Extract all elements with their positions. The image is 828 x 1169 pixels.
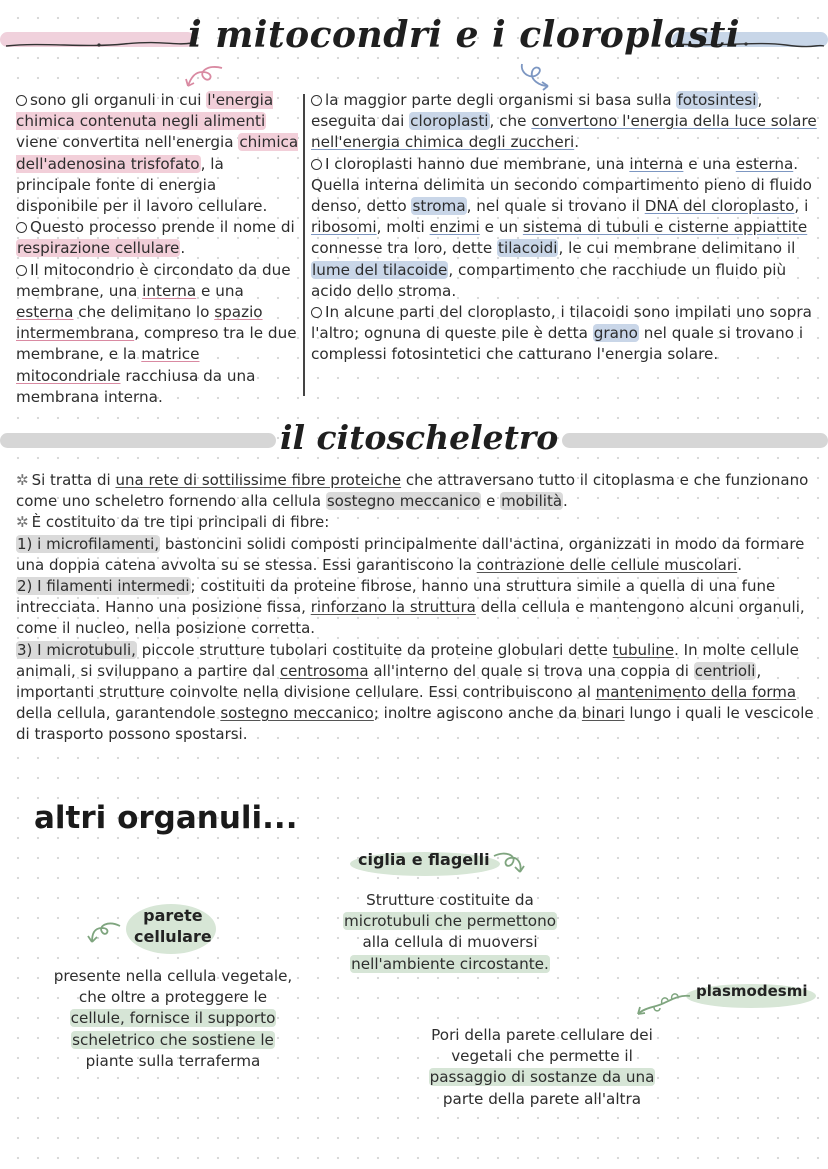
blue-curl-arrow-icon <box>518 62 552 90</box>
green-curl-arrow-icon <box>88 920 122 946</box>
cyto-title: il citoscheletro <box>280 418 559 457</box>
circle-bullet-icon <box>311 95 322 106</box>
others-title: altri organuli... <box>34 800 298 836</box>
circle-bullet-icon <box>16 222 27 233</box>
green-curl-arrow-icon <box>492 850 528 876</box>
ciglia-label: ciglia e flagelli <box>358 850 490 869</box>
mito-paragraph-3: Il mitocondrio è circondato da due membrane, una interna e una esterna che delimitano lo spazio intermembrana, compreso tra le due membrane, e la matrice mitocondriale racchiusa da una membrana interna. <box>16 260 297 406</box>
page-title: i mitocondri e i cloroplasti <box>188 14 741 56</box>
cyto-fiber-3: 3) I microtubuli, piccole strutture tubolari costituite da proteine globulari dette tubuline. In molte cellule animali, si sviluppano a partire dal centrosoma all'interno del quale si trova una coppia di centrioli, importanti strutture coinvolte nella divisione cellulare. Essi contribuiscono al mantenimento della forma della cellula, garantendole sostegno meccanico; inoltre agiscono anche da binari lungo i quali le vescicole di trasporto possono spostarsi. <box>16 640 814 744</box>
cytoskeleton-text <box>16 470 816 746</box>
cyto-intro: ✲ Si tratta di una rete di sottilissime fibre proteiche che attraversano tutto il citoplasma e che funzionano come uno scheletro fornendo alla cellula sostegno meccanico e mobilità. <box>16 471 809 511</box>
cyto-types: ✲ È costituito da tre tipi principali di fibre: <box>16 513 330 532</box>
ciglia-text: Strutture costituite da microtubuli che permettono alla cellula di muoversi nell'ambiente circostante. <box>343 891 557 973</box>
mitochondria-column <box>16 90 300 408</box>
pink-curl-arrow-icon <box>186 64 226 90</box>
gear-icon: ✲ <box>16 513 29 532</box>
ciglia-line-4: nell'ambiente circostante. <box>351 954 549 973</box>
column-divider <box>303 94 305 396</box>
parete-label: parete cellulare <box>134 906 212 946</box>
plasmodesmi-label: plasmodesmi <box>696 982 808 1000</box>
circle-bullet-icon <box>16 95 27 106</box>
cyto-gray-band-left <box>0 433 276 448</box>
green-vine-arrow-icon <box>636 992 692 1020</box>
cyto-fiber-1: 1) i microfilamenti, bastoncini solidi composti principalmente dall'actina, organizzati in modo da formare una doppia catena avvolta su se stessa. Essi garantiscono la contrazione delle cellule muscolari. <box>16 534 805 574</box>
mito-paragraph-2: Questo processo prende il nome di respirazione cellulare. <box>17 218 295 258</box>
plasmodesmi-text: Pori della parete cellulare dei vegetali che permette il passaggio di sostanze da una parte della parete all'altra <box>429 1026 655 1108</box>
chloroplasts-column <box>311 90 817 366</box>
circle-bullet-icon <box>16 265 27 276</box>
ciglia-line-2: microtubuli che permettono <box>343 912 557 931</box>
chloro-paragraph-2: I cloroplasti hanno due membrane, una interna e una esterna. Quella interna delimita un secondo compartimento pieno di fluido denso, detto stroma, nel quale si trovano il DNA del cloroplasto, i ribosomi, molti enzimi e un sistema di tubuli e cisterne appiattite connesse tra loro, dette tilacoidi, le cui membrane delimitano il lume del tilacoide, compartimento che racchiude un fluido più acido dello stroma. <box>311 154 812 300</box>
chloro-paragraph-3: In alcune parti del cloroplasto, i tilacoidi sono impilati uno sopra l'altro; ognuna di queste pile è detta grano nel quale si trovano i complessi fotosintetici che catturano l'energia solare. <box>311 303 812 364</box>
gear-icon: ✲ <box>16 471 29 489</box>
parete-text: presente nella cellula vegetale, che oltre a proteggere le cellule, fornisce il supporto scheletrico che sostiene le piante sulla terraferma <box>53 967 293 1070</box>
circle-bullet-icon <box>311 307 322 318</box>
cyto-fiber-2: 2) I filamenti intermedi; costituiti da proteine fibrose, hanno una struttura simile a quella di una fune intrecciata. Hanno una posizione fissa, rinforzano la struttura della cellula e mantengono alcuni organuli, come il nucleo, nella posizione corretta. <box>16 577 805 638</box>
cyto-gray-band-right <box>562 433 828 448</box>
chloro-paragraph-1: la maggior parte degli organismi si basa sulla fotosintesi, eseguita dai cloroplasti, che convertono l'energia della luce solare nell'energia chimica degli zuccheri. <box>311 91 817 152</box>
header-left-flourish <box>4 34 194 54</box>
mito-paragraph-1: sono gli organuli in cui l'energia chimica contenuta negli alimenti viene convertita nell'energia chimica dell'adenosina trisfofato, la principale fonte di energia disponibile per il lavoro cellulare. <box>16 91 299 216</box>
circle-bullet-icon <box>311 159 322 170</box>
